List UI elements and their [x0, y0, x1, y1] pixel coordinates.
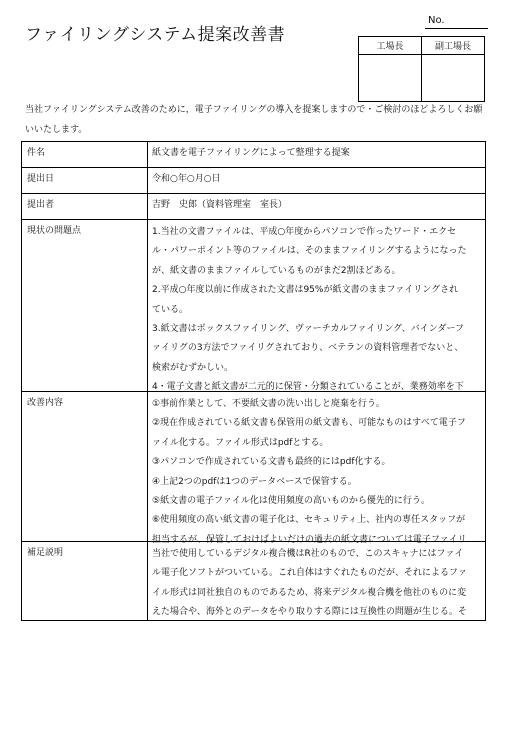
text-line: ①事前作業として、不要紙文書の洗い出しと廃棄を行う。 — [152, 399, 385, 409]
text-line: ル電子化ソフトがついている。これ自体はすぐれたものだが、それによるファ — [152, 568, 467, 579]
submitter-label: 提出者 — [22, 194, 148, 220]
form-row-submitter — [22, 194, 486, 220]
notes-label: 補足説明 — [22, 542, 148, 621]
intro-text: 当社ファイリングシステム改善のために，電子ファイリングの導入を提案しますので・ご検討のほどよろしくお願いいたします。 — [25, 105, 483, 135]
text-line: ④上記2つのpdfは1つのデータベースで保管する。 — [152, 476, 357, 487]
text-line: 1.当社の文書ファイルは、平成○年度からパソコンで作ったワード・エクセ — [152, 227, 457, 237]
text-line: ②現在作成されている紙文書も保管用の紙文書も、可能なものはすべて電子フ — [152, 418, 466, 429]
text-line: が、紙文書のままファイルしているものがまだ2割ほどある。 — [152, 265, 401, 276]
text-line: 2.平成○年度以前に作成された文書は95%が紙文書のままファイリングされ — [152, 285, 459, 296]
approval-stamp-deputy-manager — [422, 55, 485, 102]
text-line: 3.紙文書はボックスファイリング、ヴァーチカルファイリング、バインダーフ — [152, 324, 464, 335]
form-row-problems — [22, 220, 486, 392]
text-line: ③パソコンで作成されている文書も最終的にはpdf化する。 — [152, 457, 391, 468]
problems-text — [152, 223, 481, 393]
submitter-value: 吉野 史郎（資料管理室 室長） — [148, 194, 486, 220]
proposal-form — [21, 141, 486, 621]
improvements-text — [152, 395, 481, 545]
problems-label: 現状の問題点 — [22, 220, 148, 392]
date-label: 提出日 — [22, 168, 148, 194]
form-row-notes — [22, 542, 486, 621]
date-value: 令和○年○月○日 — [148, 168, 486, 194]
approval-label-factory-manager: 工場長 — [359, 37, 422, 55]
text-line: ⑤紙文書の電子ファイル化は使用頻度の高いものから優先的に行う。 — [152, 496, 430, 507]
text-line: 検索がむずかしい。 — [152, 362, 234, 373]
document-title: ファイリングシステム提案改善書 — [25, 25, 286, 45]
approval-label-deputy-manager: 副工場長 — [422, 37, 485, 55]
text-line: ⑥使用頻度の高い紙文書の電子化は、セキュリティ上、社内の専任スタッフが — [152, 515, 466, 526]
form-row-improvements — [22, 392, 486, 542]
subject-value: 紙文書を電子ファイリングによって整理する提案 — [148, 142, 486, 168]
text-line: ている。 — [152, 304, 189, 315]
text-line: 4・電子文書と紙文書が二元的に保管・分類されていることが、業務効率を下 — [152, 382, 464, 393]
text-line: ル・パワーポイント等のファイルは、そのままファイリングするようになった — [152, 246, 467, 257]
text-line: イル形式は同社独自のものであるため、将来デジタル複合機を他社のものに変 — [152, 587, 467, 598]
subject-label: 件名 — [22, 142, 148, 168]
text-line: 当社で使用しているデジタル複合機はR社のもので、このスキャナにはファイ — [152, 549, 464, 559]
text-line: ァイル化する。ファイル形式はpdfとする。 — [152, 437, 329, 448]
improvements-label: 改善内容 — [22, 392, 148, 542]
text-line: えた場合や、海外とのデータをやり取りする際には互換性の問題が生じる。そ — [152, 607, 467, 618]
form-row-subject — [22, 142, 486, 168]
notes-text — [152, 545, 481, 617]
text-line: 担当するが、保管しておけばよいだけの過去の紙文書については電子ファイリ — [152, 534, 467, 545]
form-row-date — [22, 168, 486, 194]
document-number-field: No. — [425, 14, 488, 29]
approval-stamp-factory-manager — [359, 55, 422, 102]
text-line: ァイリグの3方法でファイリグされており、ベテランの資料管理者でないと、 — [152, 343, 464, 354]
approval-stamp-box — [358, 36, 485, 102]
